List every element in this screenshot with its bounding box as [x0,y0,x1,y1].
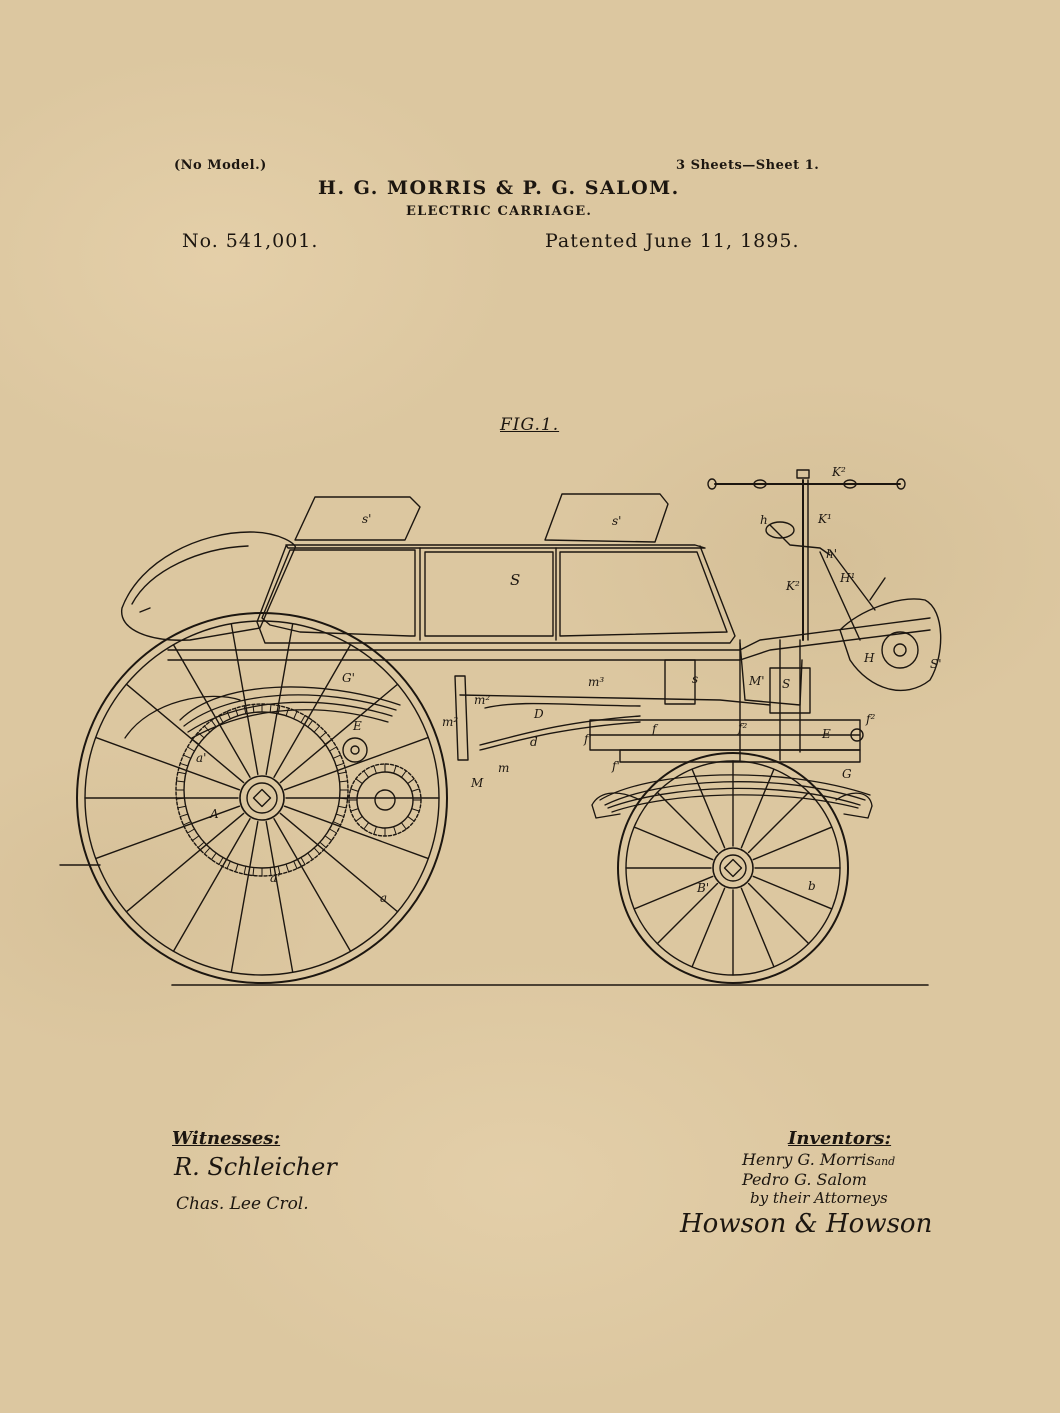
ref-h-small: h [760,513,768,527]
front-wheel-spoke [657,792,717,852]
ref-a1: a' [196,751,207,765]
gear-tooth [270,704,271,712]
gear-tooth [219,858,223,865]
pinion-tooth [401,771,406,777]
inventor1-name [742,1150,895,1169]
gear-tooth [338,806,346,808]
ref-s1b: s' [612,514,622,528]
pinion-tooth [364,771,369,777]
gear-tooth [340,781,348,782]
patent-number: No. 541,001. [182,230,319,252]
gear-tooth [325,836,331,841]
gear-tooth [192,836,198,841]
pinion-tooth [351,789,359,791]
front-wheel-spoke [634,827,713,860]
inventor1-and: and [874,1155,896,1168]
sheet-count: 3 Sheets—Sheet 1. [676,158,820,173]
ref-f: f [652,722,657,736]
pinion-tooth [408,779,414,784]
ref-m3: m³ [588,675,605,689]
steering-column [708,470,905,640]
ref-a-small: a [380,891,388,905]
gear-tooth [333,755,340,758]
witnesses-heading: Witnesses: [172,1128,281,1149]
gear-tooth [314,726,319,732]
gear-tooth [235,708,237,716]
gear-tooth [211,853,216,859]
gear-tooth [204,848,209,854]
ref-g1: G' [342,671,355,685]
attorneys-signature-text: Howson & Howson [680,1209,933,1239]
front-wheel-hub [713,848,753,888]
inventors-heading: Inventors: [788,1128,892,1149]
gear-tooth [180,814,188,816]
front-wheel-spoke [692,888,725,967]
ref-s1c: S' [930,657,942,671]
gear-tooth [253,868,254,876]
gear-tooth [211,720,216,726]
pinion-tooth [412,809,420,811]
ref-f1b: f' [612,759,620,773]
front-wheel-spoke [749,884,809,944]
inventor1-text: Henry G. Morris [742,1150,875,1169]
pinion-tooth [374,766,376,774]
front-wheel-spoke [741,888,774,967]
gear-tooth [336,763,344,765]
gear-tooth [330,829,337,833]
patent-date: Patented June 11, 1895. [545,230,800,252]
gear-tooth [178,772,186,774]
ref-b1: B' [697,881,710,895]
patent-title: ELECTRIC CARRIAGE. [406,204,593,219]
pinion-tooth [356,779,362,784]
gear-tooth [336,814,344,816]
gear-tooth [188,747,195,751]
gear-tooth [180,763,188,765]
ref-s1a: s' [362,512,372,526]
carriage-body [257,545,735,643]
ref-d-small: d [530,735,538,749]
gear-tooth [301,716,305,723]
rear-wheel-spoke [96,737,240,789]
ref-m1: M' [749,674,765,688]
pinion-tooth [351,809,359,811]
ref-h-big: H [864,651,875,665]
gear-tooth [183,755,190,758]
rear-guard [840,599,941,690]
ref-m-cap: M [471,776,484,790]
ref-b-small: b [808,879,816,893]
front-wheel-spoke [749,792,809,852]
gear-tooth [286,864,288,872]
ref-a-cap: A [210,807,219,821]
gear-tooth [219,716,223,723]
rear-wheel-hub-inner [247,783,277,813]
pinion-tooth [364,823,369,829]
ref-m-small: m [498,761,510,775]
chassis [168,618,930,760]
gear-tooth [308,720,313,726]
ref-f1: f' [584,732,592,746]
rear-wheel-spoke [280,684,397,782]
gear-tooth [301,858,305,865]
gear-tooth [286,708,288,716]
front-wheel-axle-nut [725,860,742,877]
ref-e-cap: E [353,719,362,733]
ref-e-right: E [822,727,831,741]
reference-letters [196,465,942,905]
gear-tooth [320,732,326,737]
pinion-tooth [374,827,376,835]
gear-tooth [188,829,195,833]
inventor2-name: Pedro G. Salom [742,1170,867,1189]
pinion-tooth [401,823,406,829]
ref-k1: K¹ [818,512,832,526]
ref-d-cap: D [534,707,544,721]
ref-f2b: f² [866,712,876,726]
pinion-tooth [356,816,362,821]
pinion-tooth [394,766,396,774]
gear-tooth [176,781,184,782]
ref-k2: K² [832,465,846,479]
gear-tooth [314,848,319,854]
ref-g-cap: G [842,767,852,781]
gear-tooth [178,806,186,808]
inventors-title: H. G. MORRIS & P. G. SALOM. [318,177,680,199]
rear-wheel-spoke [126,684,243,782]
rear-wheel-axle-nut [254,790,271,807]
witness-signatures [170,1145,380,1215]
front-wheel-spoke [753,827,832,860]
gear-tooth [294,711,297,718]
rear-wheel-spoke [285,806,429,858]
gear-tooth [235,864,237,872]
rear-wheel [77,613,447,983]
no-model-label: (No Model.) [174,158,267,173]
ref-s-small: s [692,672,699,686]
gear-tooth [338,772,346,774]
front-wheel-spoke [692,769,725,848]
pinion-tooth [394,827,396,835]
drive-gear [176,704,421,876]
figure-label: FIG.1. [500,415,560,435]
ref-m2b: m² [442,715,459,729]
gear-tooth [330,747,337,751]
pinion-tooth [412,789,420,791]
ref-k2b: K² [786,579,800,593]
witness2-signature: Chas. Lee Crol. [176,1194,309,1214]
front-wheel-spoke [741,769,774,848]
ref-f2: f² [738,721,748,735]
gear-tooth [294,861,297,868]
witness1-signature: R. Schleicher [174,1153,337,1181]
ref-a2: a' [270,871,281,885]
pinion-tooth [408,816,414,821]
gear-tooth [308,853,313,859]
front-spring [592,775,872,818]
gear-tooth [227,861,230,868]
gear-tooth [244,866,246,874]
front-wheel-spoke [753,876,832,909]
ref-s-body: S [510,571,521,589]
attorneys-line: by their Attorneys [750,1189,888,1207]
ref-h1: H¹ [840,571,856,585]
attorneys-signature [678,1200,938,1250]
gear-tooth [253,704,254,712]
ref-s-cap: S [782,677,791,691]
ref-m2: m² [474,693,491,707]
ref-h-prime: h' [826,547,838,561]
